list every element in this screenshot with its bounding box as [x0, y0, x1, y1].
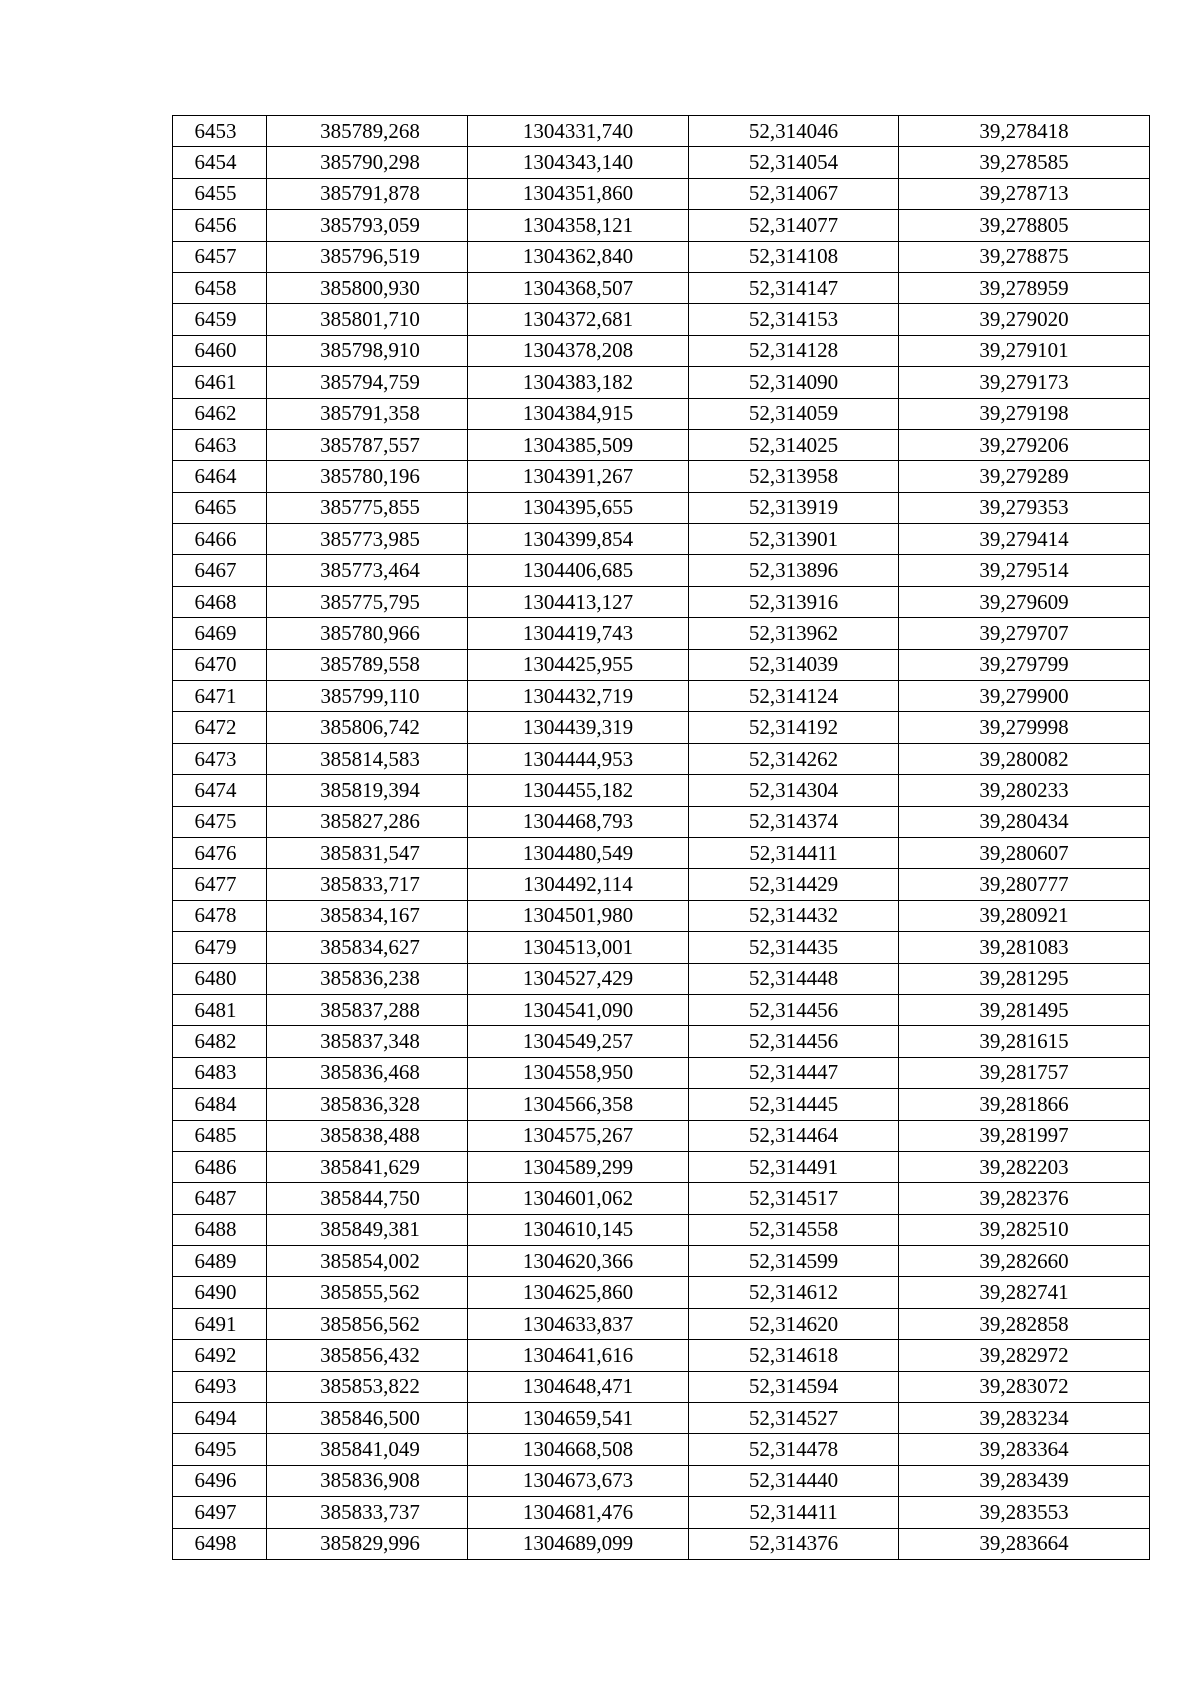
longitude-cell: 39,282510: [899, 1214, 1150, 1245]
table-row: [173, 1371, 1150, 1402]
table-row: [173, 712, 1150, 743]
point-number-cell: 6468: [173, 586, 267, 617]
longitude-cell: 39,281495: [899, 994, 1150, 1025]
x-coordinate-cell: 385806,742: [267, 712, 468, 743]
longitude-cell: 39,278875: [899, 241, 1150, 272]
point-number-cell: 6454: [173, 147, 267, 178]
longitude-cell: 39,282660: [899, 1246, 1150, 1277]
longitude-cell: 39,282972: [899, 1340, 1150, 1371]
point-number-cell: 6477: [173, 869, 267, 900]
x-coordinate-cell: 385833,717: [267, 869, 468, 900]
latitude-cell: 52,314432: [689, 900, 899, 931]
x-coordinate-cell: 385841,629: [267, 1151, 468, 1182]
x-coordinate-cell: 385836,468: [267, 1057, 468, 1088]
x-coordinate-cell: 385789,558: [267, 649, 468, 680]
latitude-cell: 52,314558: [689, 1214, 899, 1245]
table-row: [173, 963, 1150, 994]
x-coordinate-cell: 385800,930: [267, 272, 468, 303]
longitude-cell: 39,280607: [899, 837, 1150, 868]
table-row: [173, 178, 1150, 209]
x-coordinate-cell: 385789,268: [267, 116, 468, 147]
table-row: [173, 492, 1150, 523]
longitude-cell: 39,280233: [899, 775, 1150, 806]
x-coordinate-cell: 385833,737: [267, 1497, 468, 1528]
longitude-cell: 39,279289: [899, 461, 1150, 492]
x-coordinate-cell: 385787,557: [267, 429, 468, 460]
longitude-cell: 39,283553: [899, 1497, 1150, 1528]
point-number-cell: 6476: [173, 837, 267, 868]
y-coordinate-cell: 1304541,090: [468, 994, 689, 1025]
y-coordinate-cell: 1304351,860: [468, 178, 689, 209]
latitude-cell: 52,314445: [689, 1089, 899, 1120]
table-row: [173, 1183, 1150, 1214]
y-coordinate-cell: 1304589,299: [468, 1151, 689, 1182]
longitude-cell: 39,281615: [899, 1026, 1150, 1057]
point-number-cell: 6464: [173, 461, 267, 492]
latitude-cell: 52,314440: [689, 1465, 899, 1496]
longitude-cell: 39,279101: [899, 335, 1150, 366]
longitude-cell: 39,281866: [899, 1089, 1150, 1120]
y-coordinate-cell: 1304406,685: [468, 555, 689, 586]
y-coordinate-cell: 1304425,955: [468, 649, 689, 680]
x-coordinate-cell: 385836,238: [267, 963, 468, 994]
table-row: [173, 1089, 1150, 1120]
latitude-cell: 52,314620: [689, 1308, 899, 1339]
point-number-cell: 6461: [173, 367, 267, 398]
latitude-cell: 52,314464: [689, 1120, 899, 1151]
x-coordinate-cell: 385775,795: [267, 586, 468, 617]
point-number-cell: 6473: [173, 743, 267, 774]
latitude-cell: 52,313901: [689, 524, 899, 555]
y-coordinate-cell: 1304648,471: [468, 1371, 689, 1402]
table-row: [173, 1214, 1150, 1245]
longitude-cell: 39,279900: [899, 681, 1150, 712]
point-number-cell: 6491: [173, 1308, 267, 1339]
latitude-cell: 52,314374: [689, 806, 899, 837]
latitude-cell: 52,314491: [689, 1151, 899, 1182]
table-row: [173, 618, 1150, 649]
latitude-cell: 52,314067: [689, 178, 899, 209]
latitude-cell: 52,314153: [689, 304, 899, 335]
table-row: [173, 1434, 1150, 1465]
point-number-cell: 6490: [173, 1277, 267, 1308]
latitude-cell: 52,314192: [689, 712, 899, 743]
y-coordinate-cell: 1304368,507: [468, 272, 689, 303]
x-coordinate-cell: 385854,002: [267, 1246, 468, 1277]
latitude-cell: 52,314054: [689, 147, 899, 178]
table-row: [173, 649, 1150, 680]
point-number-cell: 6483: [173, 1057, 267, 1088]
table-row: [173, 743, 1150, 774]
point-number-cell: 6469: [173, 618, 267, 649]
y-coordinate-cell: 1304659,541: [468, 1403, 689, 1434]
latitude-cell: 52,314059: [689, 398, 899, 429]
latitude-cell: 52,314517: [689, 1183, 899, 1214]
latitude-cell: 52,313896: [689, 555, 899, 586]
latitude-cell: 52,313919: [689, 492, 899, 523]
x-coordinate-cell: 385796,519: [267, 241, 468, 272]
longitude-cell: 39,279198: [899, 398, 1150, 429]
point-number-cell: 6456: [173, 210, 267, 241]
point-number-cell: 6457: [173, 241, 267, 272]
latitude-cell: 52,313916: [689, 586, 899, 617]
point-number-cell: 6494: [173, 1403, 267, 1434]
table-row: [173, 1026, 1150, 1057]
y-coordinate-cell: 1304575,267: [468, 1120, 689, 1151]
y-coordinate-cell: 1304391,267: [468, 461, 689, 492]
table-row: [173, 524, 1150, 555]
x-coordinate-cell: 385837,288: [267, 994, 468, 1025]
point-number-cell: 6480: [173, 963, 267, 994]
latitude-cell: 52,314262: [689, 743, 899, 774]
point-number-cell: 6498: [173, 1528, 267, 1559]
point-number-cell: 6467: [173, 555, 267, 586]
longitude-cell: 39,279173: [899, 367, 1150, 398]
latitude-cell: 52,314594: [689, 1371, 899, 1402]
y-coordinate-cell: 1304513,001: [468, 932, 689, 963]
point-number-cell: 6466: [173, 524, 267, 555]
y-coordinate-cell: 1304399,854: [468, 524, 689, 555]
longitude-cell: 39,283234: [899, 1403, 1150, 1434]
table-row: [173, 210, 1150, 241]
x-coordinate-cell: 385819,394: [267, 775, 468, 806]
y-coordinate-cell: 1304413,127: [468, 586, 689, 617]
y-coordinate-cell: 1304468,793: [468, 806, 689, 837]
latitude-cell: 52,314147: [689, 272, 899, 303]
latitude-cell: 52,314456: [689, 994, 899, 1025]
y-coordinate-cell: 1304668,508: [468, 1434, 689, 1465]
point-number-cell: 6465: [173, 492, 267, 523]
table-row: [173, 806, 1150, 837]
point-number-cell: 6497: [173, 1497, 267, 1528]
x-coordinate-cell: 385844,750: [267, 1183, 468, 1214]
table-row: [173, 1308, 1150, 1339]
table-row: [173, 116, 1150, 147]
x-coordinate-cell: 385856,432: [267, 1340, 468, 1371]
longitude-cell: 39,278585: [899, 147, 1150, 178]
table-row: [173, 1403, 1150, 1434]
x-coordinate-cell: 385849,381: [267, 1214, 468, 1245]
longitude-cell: 39,282858: [899, 1308, 1150, 1339]
point-number-cell: 6455: [173, 178, 267, 209]
longitude-cell: 39,280777: [899, 869, 1150, 900]
y-coordinate-cell: 1304455,182: [468, 775, 689, 806]
table-row: [173, 994, 1150, 1025]
table-row: [173, 1528, 1150, 1559]
point-number-cell: 6471: [173, 681, 267, 712]
y-coordinate-cell: 1304343,140: [468, 147, 689, 178]
longitude-cell: 39,279353: [899, 492, 1150, 523]
table-row: [173, 932, 1150, 963]
table-row: [173, 1057, 1150, 1088]
table-row: [173, 147, 1150, 178]
y-coordinate-cell: 1304527,429: [468, 963, 689, 994]
point-number-cell: 6453: [173, 116, 267, 147]
table-row: [173, 1120, 1150, 1151]
latitude-cell: 52,314108: [689, 241, 899, 272]
x-coordinate-cell: 385853,822: [267, 1371, 468, 1402]
y-coordinate-cell: 1304385,509: [468, 429, 689, 460]
y-coordinate-cell: 1304689,099: [468, 1528, 689, 1559]
longitude-cell: 39,278713: [899, 178, 1150, 209]
x-coordinate-cell: 385791,358: [267, 398, 468, 429]
x-coordinate-cell: 385846,500: [267, 1403, 468, 1434]
latitude-cell: 52,314411: [689, 837, 899, 868]
x-coordinate-cell: 385775,855: [267, 492, 468, 523]
y-coordinate-cell: 1304378,208: [468, 335, 689, 366]
latitude-cell: 52,314046: [689, 116, 899, 147]
table-row: [173, 461, 1150, 492]
point-number-cell: 6492: [173, 1340, 267, 1371]
point-number-cell: 6484: [173, 1089, 267, 1120]
table-row: [173, 555, 1150, 586]
table-row: [173, 586, 1150, 617]
latitude-cell: 52,313962: [689, 618, 899, 649]
y-coordinate-cell: 1304681,476: [468, 1497, 689, 1528]
point-number-cell: 6474: [173, 775, 267, 806]
table-row: [173, 241, 1150, 272]
longitude-cell: 39,279514: [899, 555, 1150, 586]
y-coordinate-cell: 1304384,915: [468, 398, 689, 429]
x-coordinate-cell: 385793,059: [267, 210, 468, 241]
y-coordinate-cell: 1304673,673: [468, 1465, 689, 1496]
table-row: [173, 1246, 1150, 1277]
longitude-cell: 39,281997: [899, 1120, 1150, 1151]
point-number-cell: 6472: [173, 712, 267, 743]
latitude-cell: 52,314077: [689, 210, 899, 241]
longitude-cell: 39,283364: [899, 1434, 1150, 1465]
latitude-cell: 52,314435: [689, 932, 899, 963]
longitude-cell: 39,279609: [899, 586, 1150, 617]
point-number-cell: 6478: [173, 900, 267, 931]
longitude-cell: 39,280921: [899, 900, 1150, 931]
x-coordinate-cell: 385829,996: [267, 1528, 468, 1559]
table-row: [173, 681, 1150, 712]
table-row: [173, 1151, 1150, 1182]
longitude-cell: 39,282376: [899, 1183, 1150, 1214]
x-coordinate-cell: 385834,167: [267, 900, 468, 931]
table-row: [173, 900, 1150, 931]
y-coordinate-cell: 1304331,740: [468, 116, 689, 147]
latitude-cell: 52,314478: [689, 1434, 899, 1465]
x-coordinate-cell: 385855,562: [267, 1277, 468, 1308]
longitude-cell: 39,283439: [899, 1465, 1150, 1496]
x-coordinate-cell: 385780,966: [267, 618, 468, 649]
x-coordinate-cell: 385773,464: [267, 555, 468, 586]
longitude-cell: 39,279998: [899, 712, 1150, 743]
latitude-cell: 52,314447: [689, 1057, 899, 1088]
point-number-cell: 6459: [173, 304, 267, 335]
latitude-cell: 52,314411: [689, 1497, 899, 1528]
longitude-cell: 39,281083: [899, 932, 1150, 963]
coordinates-table-body: [173, 116, 1150, 1560]
latitude-cell: 52,314618: [689, 1340, 899, 1371]
x-coordinate-cell: 385837,348: [267, 1026, 468, 1057]
point-number-cell: 6458: [173, 272, 267, 303]
y-coordinate-cell: 1304620,366: [468, 1246, 689, 1277]
latitude-cell: 52,314527: [689, 1403, 899, 1434]
y-coordinate-cell: 1304383,182: [468, 367, 689, 398]
longitude-cell: 39,283664: [899, 1528, 1150, 1559]
latitude-cell: 52,314456: [689, 1026, 899, 1057]
point-number-cell: 6460: [173, 335, 267, 366]
table-row: [173, 429, 1150, 460]
y-coordinate-cell: 1304625,860: [468, 1277, 689, 1308]
y-coordinate-cell: 1304372,681: [468, 304, 689, 335]
longitude-cell: 39,279799: [899, 649, 1150, 680]
x-coordinate-cell: 385794,759: [267, 367, 468, 398]
y-coordinate-cell: 1304492,114: [468, 869, 689, 900]
x-coordinate-cell: 385827,286: [267, 806, 468, 837]
x-coordinate-cell: 385836,328: [267, 1089, 468, 1120]
y-coordinate-cell: 1304358,121: [468, 210, 689, 241]
longitude-cell: 39,280434: [899, 806, 1150, 837]
y-coordinate-cell: 1304439,319: [468, 712, 689, 743]
x-coordinate-cell: 385799,110: [267, 681, 468, 712]
y-coordinate-cell: 1304566,358: [468, 1089, 689, 1120]
y-coordinate-cell: 1304558,950: [468, 1057, 689, 1088]
x-coordinate-cell: 385801,710: [267, 304, 468, 335]
x-coordinate-cell: 385791,878: [267, 178, 468, 209]
longitude-cell: 39,282741: [899, 1277, 1150, 1308]
table-row: [173, 869, 1150, 900]
longitude-cell: 39,279020: [899, 304, 1150, 335]
latitude-cell: 52,314448: [689, 963, 899, 994]
latitude-cell: 52,314039: [689, 649, 899, 680]
x-coordinate-cell: 385798,910: [267, 335, 468, 366]
y-coordinate-cell: 1304610,145: [468, 1214, 689, 1245]
longitude-cell: 39,281295: [899, 963, 1150, 994]
x-coordinate-cell: 385773,985: [267, 524, 468, 555]
latitude-cell: 52,314599: [689, 1246, 899, 1277]
longitude-cell: 39,280082: [899, 743, 1150, 774]
y-coordinate-cell: 1304480,549: [468, 837, 689, 868]
latitude-cell: 52,314612: [689, 1277, 899, 1308]
x-coordinate-cell: 385780,196: [267, 461, 468, 492]
x-coordinate-cell: 385838,488: [267, 1120, 468, 1151]
point-number-cell: 6481: [173, 994, 267, 1025]
point-number-cell: 6482: [173, 1026, 267, 1057]
table-row: [173, 304, 1150, 335]
longitude-cell: 39,278805: [899, 210, 1150, 241]
table-row: [173, 272, 1150, 303]
latitude-cell: 52,313958: [689, 461, 899, 492]
x-coordinate-cell: 385831,547: [267, 837, 468, 868]
y-coordinate-cell: 1304419,743: [468, 618, 689, 649]
longitude-cell: 39,282203: [899, 1151, 1150, 1182]
point-number-cell: 6462: [173, 398, 267, 429]
longitude-cell: 39,279707: [899, 618, 1150, 649]
x-coordinate-cell: 385814,583: [267, 743, 468, 774]
table-row: [173, 775, 1150, 806]
point-number-cell: 6486: [173, 1151, 267, 1182]
longitude-cell: 39,283072: [899, 1371, 1150, 1402]
y-coordinate-cell: 1304601,062: [468, 1183, 689, 1214]
y-coordinate-cell: 1304362,840: [468, 241, 689, 272]
point-number-cell: 6493: [173, 1371, 267, 1402]
x-coordinate-cell: 385841,049: [267, 1434, 468, 1465]
latitude-cell: 52,314304: [689, 775, 899, 806]
longitude-cell: 39,278959: [899, 272, 1150, 303]
y-coordinate-cell: 1304432,719: [468, 681, 689, 712]
table-row: [173, 1340, 1150, 1371]
y-coordinate-cell: 1304633,837: [468, 1308, 689, 1339]
table-row: [173, 1277, 1150, 1308]
y-coordinate-cell: 1304501,980: [468, 900, 689, 931]
point-number-cell: 6475: [173, 806, 267, 837]
latitude-cell: 52,314128: [689, 335, 899, 366]
latitude-cell: 52,314025: [689, 429, 899, 460]
longitude-cell: 39,279414: [899, 524, 1150, 555]
point-number-cell: 6489: [173, 1246, 267, 1277]
point-number-cell: 6485: [173, 1120, 267, 1151]
latitude-cell: 52,314124: [689, 681, 899, 712]
table-row: [173, 1465, 1150, 1496]
table-row: [173, 398, 1150, 429]
table-row: [173, 837, 1150, 868]
point-number-cell: 6463: [173, 429, 267, 460]
coordinates-table: [172, 115, 1150, 1560]
y-coordinate-cell: 1304641,616: [468, 1340, 689, 1371]
latitude-cell: 52,314090: [689, 367, 899, 398]
point-number-cell: 6488: [173, 1214, 267, 1245]
x-coordinate-cell: 385856,562: [267, 1308, 468, 1339]
point-number-cell: 6479: [173, 932, 267, 963]
longitude-cell: 39,281757: [899, 1057, 1150, 1088]
x-coordinate-cell: 385790,298: [267, 147, 468, 178]
x-coordinate-cell: 385834,627: [267, 932, 468, 963]
table-row: [173, 1497, 1150, 1528]
y-coordinate-cell: 1304549,257: [468, 1026, 689, 1057]
table-row: [173, 367, 1150, 398]
latitude-cell: 52,314376: [689, 1528, 899, 1559]
point-number-cell: 6487: [173, 1183, 267, 1214]
y-coordinate-cell: 1304444,953: [468, 743, 689, 774]
longitude-cell: 39,278418: [899, 116, 1150, 147]
longitude-cell: 39,279206: [899, 429, 1150, 460]
y-coordinate-cell: 1304395,655: [468, 492, 689, 523]
x-coordinate-cell: 385836,908: [267, 1465, 468, 1496]
point-number-cell: 6470: [173, 649, 267, 680]
point-number-cell: 6495: [173, 1434, 267, 1465]
point-number-cell: 6496: [173, 1465, 267, 1496]
table-row: [173, 335, 1150, 366]
latitude-cell: 52,314429: [689, 869, 899, 900]
